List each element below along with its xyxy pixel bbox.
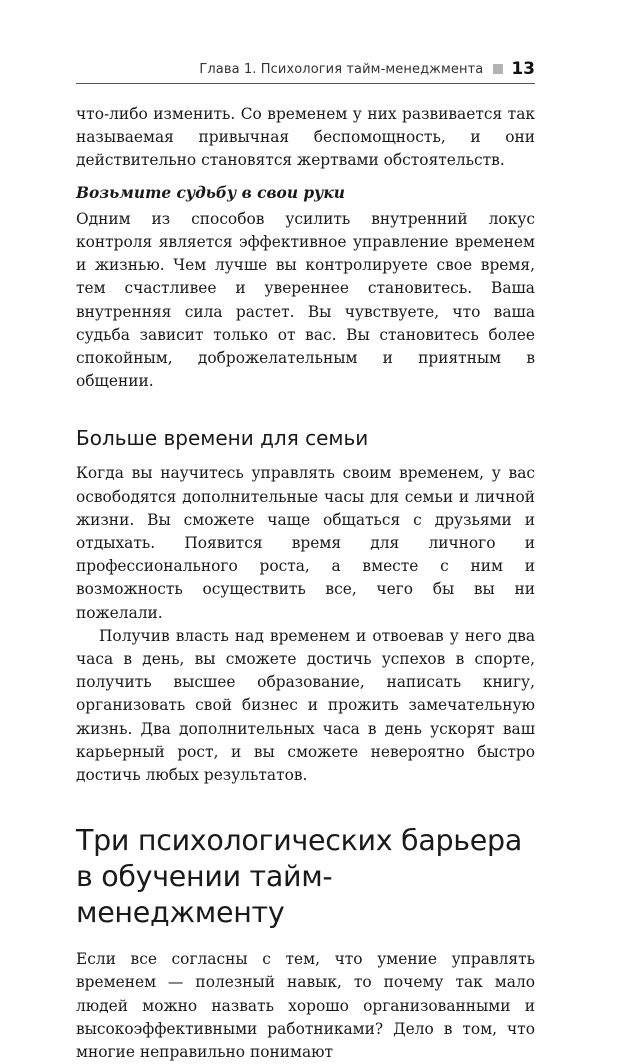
header-square-marker xyxy=(493,64,503,74)
paragraph-free-hours: Когда вы научитесь управлять своим временем, у вас освободятся дополнительные часы для семьи и личной жизни. Вы сможете чаще общаться с друзьями и отдыхать. Появится время для личного и профессионального роста, а вместе с ним и возможность осуществить все, чего бы вы ни пожелали. xyxy=(76,464,535,622)
page-body xyxy=(76,103,535,1064)
chapter-title-barriers: Три психологических барьера в обучении тайм-менеджменту xyxy=(76,824,522,930)
page-number: 13 xyxy=(511,59,535,79)
paragraph-two-hours: Получив власть над временем и отвоевав у него два часа в день, вы сможете достичь успехов в спорте, получить высшее образование, написать книгу, организовать свой бизнес и прожить замечательную жизнь. Два дополнительных часа в день ускорят ваш карьерный рост, и вы сможете невероятно быстро достичь любых результатов. xyxy=(76,626,535,785)
page-header xyxy=(76,55,535,84)
subheading-take-control: Возьмите судьбу в свои руки xyxy=(76,183,345,202)
section-title-family-time: Больше времени для семьи xyxy=(76,426,369,451)
paragraph-locus-control: Одним из способов усилить внутренний локус контроля является эффективное управление временем и жизнью. Чем лучше вы контролируете свое время, тем счастливее и увереннее становитесь. Ваша внутренняя сила растет. Вы чувствуете, что ваша судьба зависит только от вас. Вы становитесь более спокойным, доброжелательным и приятным в общении. xyxy=(76,209,535,391)
paragraph-continuation: что-либо изменить. Со временем у них развивается так называемая привычная беспомощность, и они действительно становятся жертвами обстоятельств. xyxy=(76,105,535,170)
paragraph-barriers-intro: Если все согласны с тем, что умение управлять временем — полезный навык, то почему так мало людей можно назвать хорошо организованными и высокоэффективными работниками? Дело в том, что многие неправильно понимают xyxy=(76,950,535,1062)
running-head: Глава 1. Психология тайм-менеджмента xyxy=(199,61,484,77)
